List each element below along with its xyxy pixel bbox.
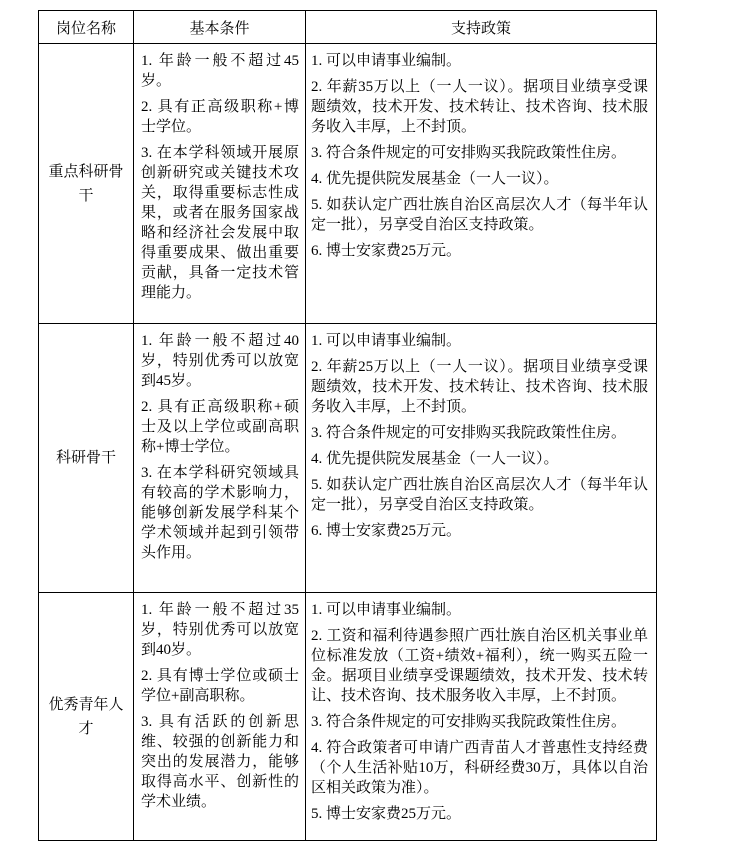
policies-cell (306, 593, 657, 841)
conditions-cell (134, 44, 306, 324)
conditions-cell (134, 593, 306, 841)
policy-item: 2. 工资和福利待遇参照广西壮族自治区机关事业单位标准发放（工资+绩效+福利），统一购买五险一金。据项目业绩享受课题绩效，技术开发、技术转让、技术咨询、技术服务收入丰厚，上不封顶。 (311, 628, 648, 704)
condition-item: 1. 年龄一般不超过40岁，特别优秀可以放宽到45岁。 (141, 333, 299, 389)
condition-item: 2. 具有正高级职称+硕士及以上学位或副高职称+博士学位。 (141, 399, 299, 455)
position-name-cell: 优秀青年人才 (39, 593, 134, 841)
policy-item: 1. 可以申请事业编制。 (311, 53, 462, 69)
policy-item: 2. 年薪35万以上（一人一议）。据项目业绩享受课题绩效，技术开发、技术转让、技术咨询、技术服务收入丰厚，上不封顶。 (311, 79, 648, 135)
policy-item: 1. 可以申请事业编制。 (311, 602, 462, 618)
policies-cell (306, 324, 657, 593)
policy-item: 3. 符合条件规定的可安排购买我院政策性住房。 (311, 145, 627, 161)
table-row (39, 593, 657, 841)
table-body (39, 44, 657, 841)
position-name-cell: 重点科研骨干 (39, 44, 134, 324)
policy-item: 5. 博士安家费25万元。 (311, 806, 462, 822)
position-name-cell: 科研骨干 (39, 324, 134, 593)
condition-item: 3. 具有活跃的创新思维、较强的创新能力和突出的发展潜力，能够取得高水平、创新性的学术业绩。 (141, 714, 299, 810)
condition-item: 2. 具有正高级职称+博士学位。 (141, 99, 299, 135)
policy-item: 6. 博士安家费25万元。 (311, 243, 462, 259)
policy-item: 3. 符合条件规定的可安排购买我院政策性住房。 (311, 714, 627, 730)
table-row (39, 44, 657, 324)
policy-item: 1. 可以申请事业编制。 (311, 333, 462, 349)
column-header-position-name: 岗位名称 (39, 11, 134, 44)
header-row (39, 11, 657, 44)
condition-item: 3. 在本学科领域开展原创新研究或关键技术攻关，取得重要标志性成果，或者在服务国家战略和经济社会发展中取得重要成果、做出重要贡献，具备一定技术管理能力。 (141, 145, 299, 301)
column-header-support-policies: 支持政策 (306, 11, 657, 44)
policy-item: 4. 符合政策者可申请广西青苗人才普惠性支持经费（个人生活补贴10万，科研经费30万，具体以自治区相关政策为准）。 (311, 740, 648, 796)
condition-item: 3. 在本学科研究领域具有较高的学术影响力，能够创新发展学科某个学术领域并起到引领带头作用。 (141, 465, 299, 561)
table-row (39, 324, 657, 593)
policy-item: 6. 博士安家费25万元。 (311, 523, 462, 539)
policy-item: 5. 如获认定广西壮族自治区高层次人才（每半年认定一批），另享受自治区支持政策。 (311, 197, 648, 233)
condition-item: 1. 年龄一般不超过45岁。 (141, 53, 299, 89)
policy-item: 3. 符合条件规定的可安排购买我院政策性住房。 (311, 425, 627, 441)
condition-item: 2. 具有博士学位或硕士学位+副高职称。 (141, 668, 299, 704)
policy-item: 5. 如获认定广西壮族自治区高层次人才（每半年认定一批），另享受自治区支持政策。 (311, 477, 648, 513)
recruitment-positions-table (38, 10, 657, 841)
column-header-basic-conditions: 基本条件 (134, 11, 306, 44)
policies-cell (306, 44, 657, 324)
policy-item: 2. 年薪25万以上（一人一议）。据项目业绩享受课题绩效，技术开发、技术转让、技术咨询、技术服务收入丰厚，上不封顶。 (311, 359, 648, 415)
condition-item: 1. 年龄一般不超过35岁，特别优秀可以放宽到40岁。 (141, 602, 299, 658)
policy-item: 4. 优先提供院发展基金（一人一议）。 (311, 451, 559, 467)
conditions-cell (134, 324, 306, 593)
policy-item: 4. 优先提供院发展基金（一人一议）。 (311, 171, 559, 187)
